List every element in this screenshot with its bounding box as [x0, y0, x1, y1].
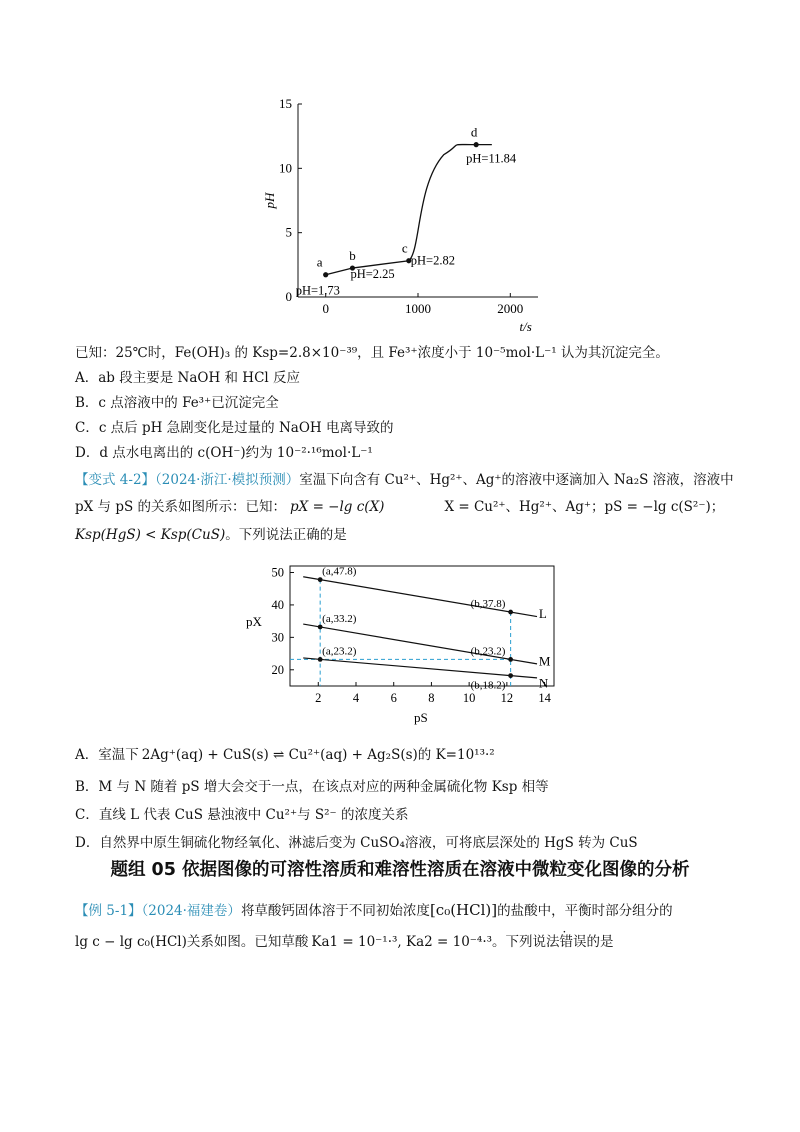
- option-a-2-k: 的 K=10¹³·²: [417, 747, 495, 763]
- ka-values: Ka1 = 10⁻¹·³, Ka2 = 10⁻⁴·³: [311, 934, 493, 950]
- chart1-point-a: [323, 272, 328, 277]
- known-conditions: 已知：25℃时，Fe(OH)₃ 的 Ksp=2.8×10⁻³⁹，且 Fe³⁺浓度小于 10⁻⁵mol·L⁻¹ 认为其沉淀完全。: [75, 345, 669, 361]
- chart2-line-label: M: [538, 653, 551, 669]
- chart2-point: [318, 625, 323, 630]
- example-5-1-line2: [75, 930, 614, 950]
- option-d-1: D．d 点水电离出的 c(OH⁻)约为 10⁻²·¹⁶mol·L⁻¹: [75, 445, 373, 461]
- chart1-point-id: c: [401, 240, 408, 256]
- px-definition: pX = −lg c(X): [290, 499, 385, 515]
- px-ps-chart: [240, 560, 570, 735]
- chart2-y-tick-label: 20: [271, 662, 284, 677]
- chart2-line-N: [303, 658, 537, 678]
- option-d-2: D．自然界中原生铜硫化物经氧化、淋滤后变为 CuSO₄溶液，可将底层深处的 HgS 转为 CuS: [75, 835, 638, 851]
- chart1-point-id: a: [316, 254, 323, 270]
- ph-titration-chart: [250, 90, 570, 340]
- chart1-x-tick-label: 0: [322, 301, 329, 316]
- variant-tag: 【变式 4-2】: [75, 472, 156, 488]
- emphasis-wrong: 错误: [559, 934, 587, 950]
- chart2-ylabel: pX: [246, 614, 262, 629]
- chart2-point-label: (b,18.2): [470, 679, 506, 692]
- chart2-point-label: (a,47.8): [322, 565, 357, 578]
- option-c-2: C．直线 L 代表 CuS 悬浊液中 Cu²⁺与 S²⁻ 的浓度关系: [75, 807, 409, 823]
- chart2-guides: [290, 580, 511, 686]
- chart1-y-tick-label: 15: [279, 96, 292, 111]
- lg-expression: lg c − lg c₀(HCl): [75, 934, 187, 950]
- chart2-line-label: L: [538, 606, 547, 622]
- variant-question: 。下列说法正确的是: [225, 527, 347, 543]
- option-a-2: [75, 743, 495, 763]
- chart2-y-tick-label: 40: [271, 597, 284, 612]
- chart2-point-label: (b,23.2): [470, 645, 506, 658]
- c0-hcl: [c₀(HCl)]: [429, 901, 498, 919]
- chart1-point-label: pH=2.25: [350, 267, 395, 282]
- chart1-point-d: [474, 142, 479, 147]
- chart2-point-label: (b,37.8): [470, 598, 506, 611]
- chart2-x-tick-label: 2: [315, 691, 322, 705]
- chart2-x-tick-label: 10: [462, 691, 476, 705]
- chart2-y-tick-label: 50: [271, 565, 284, 580]
- section-heading: 题组 05 依据图像的可溶性溶质和难溶性溶质在溶液中微粒变化图像的分析: [110, 860, 690, 880]
- example-source: （2024·福建卷）: [141, 903, 241, 919]
- chart1-point-label: pH=2.82: [410, 253, 455, 268]
- chart2-x-tick-label: 6: [390, 691, 397, 705]
- chart1-y-tick-label: 10: [279, 160, 292, 176]
- reaction-equation: 2Ag⁺(aq) + CuS(s) ⇌ Cu²⁺(aq) + Ag₂S(s): [141, 747, 418, 763]
- example-stem-2b: 关系如图。已知草酸: [186, 934, 309, 950]
- option-c-1: C．c 点后 pH 急剧变化是过量的 NaOH 电离导致的: [75, 420, 394, 436]
- chart1-x-tick-label: 2000: [497, 301, 524, 316]
- chart2-line-M: [303, 624, 537, 664]
- chart2-line-L: [303, 577, 537, 617]
- variant-4-2-line3: [75, 523, 347, 543]
- chart2-point: [508, 657, 513, 662]
- variant-source: （2024·浙江·模拟预测）: [155, 472, 300, 488]
- example-stem-2d: 。下列说法: [492, 934, 560, 950]
- chart2-xlabel: pS: [414, 710, 428, 725]
- chart2-lines: [303, 577, 551, 691]
- chart2-point: [508, 673, 513, 678]
- variant-stem-2a: pX 与 pS 的关系如图所示：已知：: [75, 499, 287, 515]
- chart1-x-tick-label: 1000: [405, 301, 431, 316]
- chart1-point-label: pH=11.84: [466, 151, 517, 166]
- example-tag: 【例 5-1】: [75, 903, 142, 919]
- example-stem-2e: 的是: [586, 934, 614, 950]
- chart2-point: [318, 577, 323, 582]
- chart1-point-id: d: [470, 124, 478, 140]
- chart2-point: [508, 610, 513, 615]
- chart2-point-label: (a,23.2): [322, 645, 357, 658]
- chart2-x-tick-label: 14: [538, 691, 551, 705]
- option-a-1: A．ab 段主要是 NaOH 和 HCl 反应: [75, 370, 301, 386]
- chart1-ylabel: pH: [262, 192, 277, 209]
- chart1-axes: [295, 104, 538, 298]
- chart2-x-tick-label: 12: [500, 691, 514, 705]
- chart1-xlabel: t/s: [519, 319, 532, 334]
- variant-stem-1: 室温下向含有 Cu²⁺、Hg²⁺、Ag⁺的溶液中逐滴加入 Na₂S 溶液，溶液中: [299, 472, 734, 488]
- chart2-y-tick-label: 30: [271, 630, 284, 645]
- chart2-ticks: [272, 565, 552, 705]
- option-a-2-prefix: A．室温下: [75, 747, 139, 763]
- example-5-1-line1: [75, 899, 673, 919]
- chart2-point-label: (a,33.2): [322, 612, 357, 625]
- variant-4-2-line1: [75, 468, 734, 488]
- chart2-line-label: N: [538, 675, 549, 691]
- chart1-y-tick-label: 5: [285, 224, 292, 240]
- chart1-point-id: b: [349, 248, 356, 264]
- option-b-2: B．M 与 N 随着 pS 增大会交于一点，在该点对应的两种金属硫化物 Ksp 相等: [75, 779, 549, 795]
- ions-definition: X = Cu²⁺、Hg²⁺、Ag⁺；pS = −lg c(S²⁻)；: [444, 499, 725, 515]
- chart1-points: [296, 125, 517, 298]
- chart2-point: [318, 657, 323, 662]
- option-b-1: B．c 点溶液中的 Fe³⁺已沉淀完全: [75, 395, 279, 411]
- chart1-y-tick-label: 0: [285, 289, 292, 304]
- chart1-point-label: pH=1.73: [295, 283, 340, 298]
- variant-4-2-line2: [75, 495, 724, 515]
- ksp-relation: Ksp(HgS) < Ksp(CuS): [75, 527, 226, 543]
- example-stem-1a: 将草酸钙固体溶于不同初始浓度: [240, 903, 430, 919]
- chart2-x-tick-label: 8: [428, 691, 435, 705]
- example-stem-1c: 的盐酸中，平衡时部分组分的: [497, 903, 673, 919]
- chart2-x-tick-label: 4: [352, 691, 360, 705]
